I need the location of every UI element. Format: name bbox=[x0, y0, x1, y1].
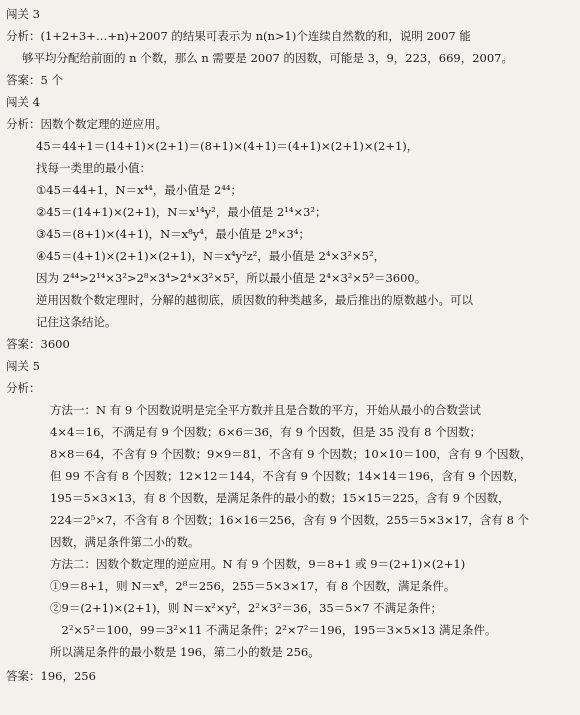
line-26: 方法二：因数个数定理的逆应用。N 有 9 个因数，9＝8+1 或 9＝(2+1)×(2+1) bbox=[50, 557, 466, 571]
line-24: 224＝2⁵×7，不含有 8 个因数；16×16＝256，含有 9 个因数，255＝5×3×17，含有 8 个 bbox=[50, 513, 530, 527]
line-5: 闯关 4 bbox=[6, 95, 40, 109]
line-15: 记住这条结论。 bbox=[36, 315, 117, 329]
line-7: 45＝44+1＝(14+1)×(2+1)＝(8+1)×(4+1)＝(4+1)×(2+1)×(2+1)， bbox=[36, 139, 419, 153]
line-10: ②45＝(14+1)×(2+1)，N＝x¹⁴y²，最小值是 2¹⁴×3²； bbox=[36, 205, 327, 219]
line-3: 够平均分配给前面的 n 个数，那么 n 需要是 2007 的因数，可能是 3，9，223，669，2007。 bbox=[22, 51, 513, 65]
line-27: ①9＝8+1，则 N＝x⁸，2⁸＝256，255＝5×3×17，有 8 个因数，满足条件。 bbox=[50, 579, 456, 593]
line-19: 方法一：N 有 9 个因数说明是完全平方数并且是合数的平方，开始从最小的合数尝试 bbox=[50, 403, 481, 417]
line-17: 闯关 5 bbox=[6, 359, 40, 373]
line-21: 8×8＝64，不含有 9 个因数；9×9＝81，不含有 9 个因数；10×10＝100，含有 9 个因数， bbox=[50, 447, 532, 461]
line-29: 2²×5²＝100，99＝3²×11 不满足条件；2²×7²＝196，195＝3×5×13 满足条件。 bbox=[50, 623, 497, 637]
line-4: 答案：5 个 bbox=[6, 73, 63, 87]
line-13: 因为 2⁴⁴>2¹⁴×3²>2⁸×3⁴>2⁴×3²×5²，所以最小值是 2⁴×3²×5²＝3600。 bbox=[36, 271, 427, 285]
line-16: 答案：3600 bbox=[6, 337, 70, 351]
line-31: 答案：196，256 bbox=[6, 669, 96, 683]
line-23: 195＝5×3×13，有 8 个因数，是满足条件的最小的数；15×15＝225，含有 9 个因数， bbox=[50, 491, 510, 505]
line-12: ④45＝(4+1)×(2+1)×(2+1)，N＝x⁴y²z²，最小值是 2⁴×3²×5²， bbox=[36, 249, 386, 263]
line-28: ②9＝(2+1)×(2+1)，则 N＝x²×y²，2²×3²＝36，35＝5×7 不满足条件； bbox=[50, 601, 443, 615]
line-2: 分析：(1+2+3+…+n)+2007 的结果可表示为 n(n>1)个连续自然数的和，说明 2007 能 bbox=[6, 29, 471, 43]
line-8: 找每一类里的最小值： bbox=[36, 161, 151, 175]
line-25: 因数，满足条件第二小的数。 bbox=[50, 535, 200, 549]
line-18: 分析： bbox=[6, 381, 41, 395]
line-22: 但 99 不含有 8 个因数；12×12＝144，不含有 9 个因数；14×14＝196，含有 9 个因数， bbox=[50, 469, 526, 483]
line-1: 闯关 3 bbox=[6, 7, 40, 21]
line-30: 所以满足条件的最小数是 196，第二小的数是 256。 bbox=[50, 645, 320, 659]
line-6: 分析：因数个数定理的逆应用。 bbox=[6, 117, 167, 131]
line-11: ③45＝(8+1)×(4+1)，N＝x⁸y⁴，最小值是 2⁸×3⁴； bbox=[36, 227, 310, 241]
line-20: 4×4＝16，不满足有 9 个因数；6×6＝36，有 9 个因数，但是 35 没有 8 个因数； bbox=[50, 425, 482, 439]
line-14: 逆用因数个数定理时，分解的越彻底，质因数的种类越多，最后推出的原数越小。可以 bbox=[36, 293, 473, 307]
line-9: ①45＝44+1，N＝x⁴⁴，最小值是 2⁴⁴； bbox=[36, 183, 242, 197]
